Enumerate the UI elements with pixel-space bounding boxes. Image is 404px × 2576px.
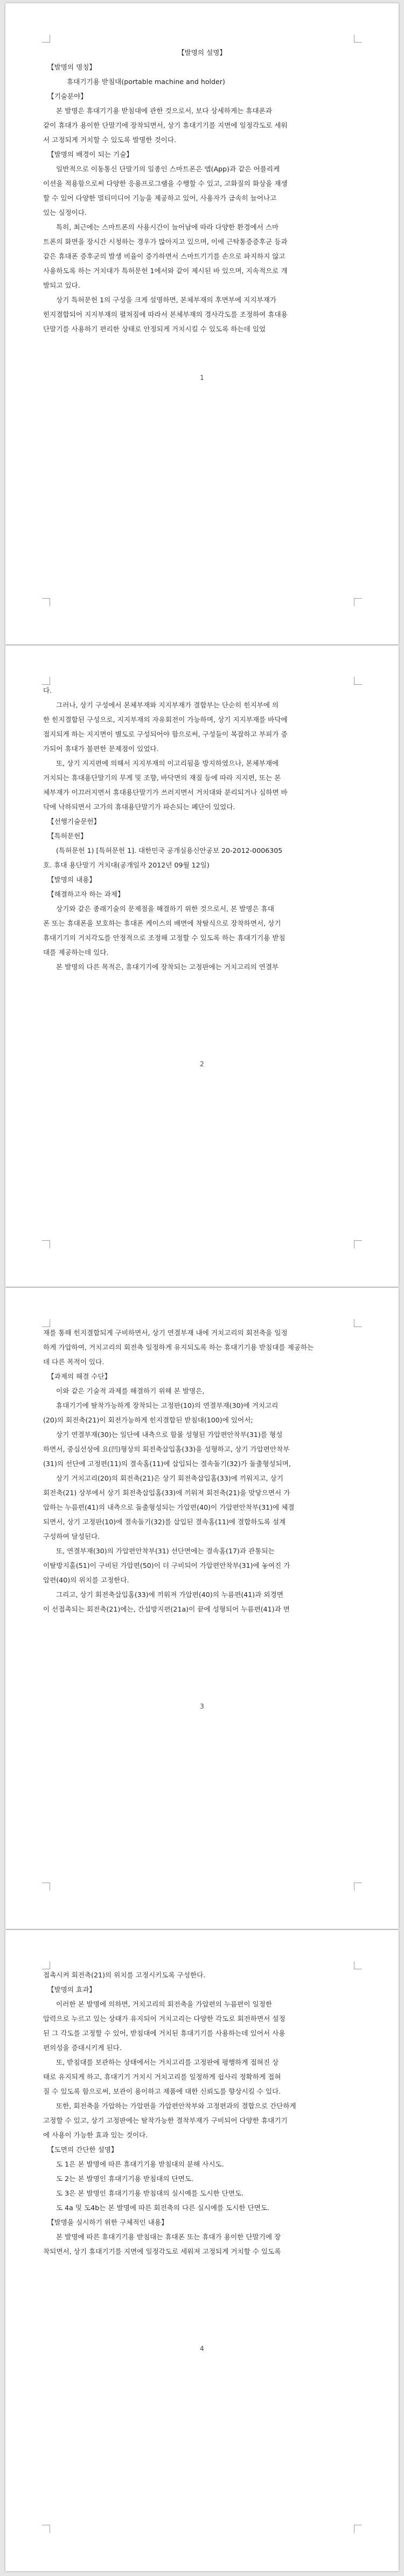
text-line: (31)의 선단에 고정편(11)의 결속홈(11)에 삽입되는 결속돌기(32)가 돌출형성되며, [43, 1460, 291, 1468]
text-line: 질 수 있도록 함으로써, 보관이 용이하고 제품에 대한 신뢰도를 향상시킬 수 있다. [43, 2087, 281, 2095]
text-line: 휴대기기에 탈착가능하게 장착되는 고정판(10)의 연결부재(30)에 거치고리 [56, 1401, 278, 1409]
section-heading: 【발명을 실시하기 위한 구체적인 내용】 [47, 2218, 168, 2226]
text-line: 착되면서, 상기 휴대기기를 지면에 일정각도로 세워져 고정되게 거치할 수 있도록 [43, 2247, 281, 2255]
page-body-text [43, 1968, 361, 2259]
page-margin-mark [42, 1883, 50, 1891]
page-margin-mark [354, 598, 362, 606]
page-margin-mark [354, 1240, 362, 1248]
text-line: 거치되는 휴대용단말기의 무게 및 조향, 바닥면의 재질 등에 따라 지지편, 또는 본 [43, 774, 281, 782]
text-line: 휴대기기용 받침대(portable machine and holder) [67, 78, 225, 86]
text-line: 고정할 수 있고, 상기 고정판에는 탈착가능한 결착부재가 구비되어 다양한 휴대기기 [43, 2116, 288, 2124]
section-heading: 【특허문헌】 [47, 832, 87, 840]
text-line: 회전축(21) 상부에서 상기 회전축삽입홈(33)에 끼워져 회전축(21)을 맞닿으면서 가 [43, 1489, 290, 1497]
text-line: 할 수 있어 다양한 멀티미디어 기능을 제공하고 있어, 사용자가 급속히 늘어나고 [43, 194, 277, 202]
text-line: 도 4a 및 도4b는 본 발명에 따른 회전축의 다른 실시예를 도시한 단면도. [56, 2204, 270, 2212]
text-line: 상기 특허문헌 1의 구성을 크게 설명하면, 본체부재의 후면부에 지지부재가 [56, 296, 277, 304]
text-line: 일반적으로 이동통신 단말기의 일종인 스마트폰은 앱(App)과 같은 어플리케 [56, 165, 280, 173]
text-line: 단말기를 사용하기 편리한 상태로 안정되게 거치시킬 수 있도록 하는데 있었 [43, 325, 266, 333]
section-heading: 【발명의 효과】 [47, 1985, 96, 1994]
text-line: 다. [43, 686, 52, 695]
text-line: 본 발명의 다른 목적은, 휴대기기에 장착되는 고정판에는 거치고리의 연결부 [56, 963, 279, 971]
text-line: 도 1은 본 발명에 따른 휴대기기용 받침대의 분해 사시도. [56, 2160, 224, 2168]
page-margin-mark [354, 2525, 362, 2533]
text-line: 트폰의 화면을 장시간 시청하는 경우가 많아지고 있으며, 이에 근탁통증증후군 등과 [43, 238, 288, 246]
page-body-text [43, 683, 361, 974]
text-line: 구성하여 달성된다. [43, 1532, 100, 1540]
text-line: 편의성을 증대시키게 된다. [43, 2044, 122, 2052]
document-page [5, 3, 399, 644]
text-line: 휴대기기의 거치각도를 안정적으로 조정해 고정할 수 있도록 하는 휴대기기용 받침 [43, 934, 285, 942]
text-line: 이탈방지홀(51)이 구비된 가압편(50)이 더 구비되어 가압편안착부(31)에 놓여진 가 [43, 1561, 290, 1570]
text-line: 되면서, 상기 고정판(10)에 결속돌기(32)를 삽입된 결속홈(11)에 결합하도록 설계 [43, 1518, 286, 1526]
text-line: 압편(40)의 위치를 고정한다. [43, 1576, 129, 1584]
section-heading: 【발명의 설명】 [177, 48, 227, 57]
text-line: 가되어 휴대가 불편한 문제점이 있었다. [43, 745, 159, 753]
text-line: 그리고, 상기 회전축삽입홈(33)에 끼워져 가압편(40)의 누름편(41)과 외경면 [56, 1591, 283, 1599]
text-line: 에 사용이 가능한 효과 있는 것이다. [43, 2131, 148, 2139]
section-heading: 【과제의 해결 수단】 [47, 1372, 112, 1380]
page-body-text [43, 45, 361, 336]
text-line: 데 다른 목적이 있다. [43, 1358, 105, 1366]
text-line: 하게 가압하여, 거치고리의 회전축 일정하게 유지되도록 하는 휴대기기용 받침대를 제공하는 [43, 1343, 314, 1351]
page-number: 2 [200, 1060, 204, 1068]
page-number: 1 [200, 374, 204, 381]
text-line: 상기 거치고리(20)의 회전축(21)은 상기 회전축삽입홈(33)에 끼워지고, 상기 [56, 1474, 283, 1482]
text-line: 폰 또는 휴대폰을 보호하는 휴대폰 케이스의 배면에 착탈식으로 장착하면서, 상기 [43, 919, 281, 927]
text-line: 대를 제공하는데 있다. [43, 948, 109, 956]
text-line: 도 2는 본 발명인 휴대기기용 받침대의 단면도. [56, 2175, 194, 2183]
section-heading: 【발명의 내용】 [47, 876, 96, 884]
text-line: 압력으로 누르고 있는 상태가 유지되어 거치고리는 다양한 각도로 회전하면서 설정 [43, 2015, 285, 2023]
section-heading: 【발명의 배경이 되는 기술】 [47, 150, 133, 158]
text-line: 호. 휴대 용단말기 거치대(공개일자 2012년 09월 12일) [43, 861, 210, 869]
text-line: 같은 휴대폰 증후군의 발생 비율이 증가하면서 스마트기기를 손으로 파지하지 않고 [43, 252, 285, 260]
text-line: 한 힌지결합된 구성으로, 지지부재의 자유회전이 가능하며, 상기 지지부재를 바닥에 [43, 716, 288, 724]
text-line: 하면서, 중심선상에 요(凹)형상의 회전축삽입홈(33)을 성형하고, 상기 가압편안착부 [43, 1445, 290, 1453]
page-number: 4 [200, 2345, 204, 2352]
text-line: 또, 상기 지지편에 의해서 지지부재의 이고리됨을 방지하였으나, 본체부재에 [56, 759, 279, 767]
text-line: 된 그 각도를 고정할 수 있어, 받침대에 거치된 휴대기기를 사용하는데 있어서 사용 [43, 2029, 285, 2037]
document-page [5, 645, 399, 1287]
section-heading: 【선행기술문헌】 [47, 817, 101, 825]
page-margin-mark [354, 34, 362, 43]
text-line: 상기와 같은 종래기술의 문제점을 해결하기 위한 것으로서, 본 발명은 휴대 [56, 905, 274, 913]
section-heading: 【기술분야】 [47, 92, 87, 100]
text-line: (20)의 회전축(21)이 회전가능하게 힌지결합된 받침대(100)에 있어서; [43, 1416, 253, 1424]
text-line: 이션을 적용함으로써 다양한 응용프로그램을 수행할 수 있고, 고화질의 화상을 재생 [43, 179, 288, 188]
text-line: 발되고 있다. [43, 281, 80, 289]
page-margin-mark [42, 34, 50, 43]
text-line: 상기 연결부재(30)는 일단에 내측으로 함몰 성형된 가압편안착부(31)를 형성 [56, 1431, 283, 1439]
text-line: 그러나, 상기 구성에서 본체부재와 지지부재가 결합부는 단순히 힌지부에 의 [56, 701, 279, 709]
text-line: 도 3은 본 발명인 휴대기기용 받침대의 실시예를 도시한 단면도. [56, 2189, 244, 2197]
text-line: 같이 휴대가 용이한 단말기에 장착되면서, 상기 휴대기기를 지면에 일정각도로 세워 [43, 121, 288, 129]
text-line: (특허문헌 1) [특허문헌 1]. 대한민국 공개실용신안공보 20-2012-0006305 [56, 846, 283, 855]
page-margin-mark [354, 1883, 362, 1891]
text-line: 이러한 본 발명에 의하면, 거치고리의 회전축을 가압편의 누름편이 일정한 [56, 2000, 272, 2008]
text-line: 특히, 최근에는 스마트폰의 사용시간이 늘어남에 따라 다양한 환경에서 스마 [56, 223, 279, 231]
text-line: 재를 통해 힌지결합되게 구비하면서, 상기 연결부재 내에 거치고리의 회전축을 일정 [43, 1329, 288, 1337]
text-line: 본 발명은 휴대기기용 받침대에 관한 것으로서, 보다 상세하게는 휴대폰과 [56, 107, 272, 115]
text-line: 닥에 낙하되면서 고가의 휴대용단말기가 파손되는 폐단이 있었다. [43, 803, 235, 811]
text-line: 또, 받침대를 보관하는 상태에서는 거치고리를 고정판에 평행하게 접혀진 상 [56, 2058, 279, 2066]
text-line: 접지되게 하는 지지면이 별도로 구성되어야 함으로써, 구성들이 복잡하고 부피가 증 [43, 730, 288, 738]
text-line: 태로 유지되게 하고, 휴대기기 거치시 거치고리를 일정하게 쉽사리 정확하게 접혀 [43, 2073, 281, 2081]
document-page [5, 1288, 399, 1929]
section-heading: 【해결하고자 하는 과제】 [47, 890, 124, 898]
document-page [5, 1930, 399, 2571]
text-line: 힌지결합되어 지지부재의 펼쳐짐에 따라서 본체부재의 경사각도를 조정하여 휴대용 [43, 310, 288, 318]
text-line: 또한, 회전축을 가압하는 가압편을 가압편안착부와 고정편과의 결합으로 간단하게 [56, 2102, 296, 2110]
text-line: 본 발명에 따른 휴대기기용 받침대는 휴대폰 또는 휴대가 용이한 단말기에 장 [56, 2233, 281, 2241]
page-margin-mark [42, 1240, 50, 1248]
text-line: 접촉시켜 회전축(21)의 위치를 고정시키도록 구성한다. [43, 1971, 206, 1979]
section-heading: 【발명의 명칭】 [47, 63, 96, 71]
page-body-text [43, 1325, 361, 1616]
page-margin-mark [42, 2525, 50, 2533]
text-line: 사용하도록 하는 거치대가 특허문헌 1에서와 같이 제시된 바 있으며, 지속적으로 개 [43, 267, 288, 275]
section-heading: 【도면의 간단한 설명】 [47, 2145, 118, 2154]
text-line: 있는 실정이다. [43, 209, 87, 217]
text-line: 이 선접촉되는 회전축(21)에는, 간섭방지편(21a)이 끝에 성형되어 누름편(41)과 면 [43, 1605, 290, 1613]
page-margin-mark [42, 598, 50, 606]
text-line: 체부재가 이끄러지면서 휴대용단말기가 쓰러지면서 거치대와 분리되거나 심하면 바 [43, 788, 288, 796]
text-line: 이와 같은 기술적 과제를 해결하기 위해 본 발명은, [56, 1387, 205, 1395]
text-line: 서 고정되게 거치할 수 있도록 발명한 것이다. [43, 136, 177, 144]
page-number: 3 [200, 1703, 204, 1710]
text-line: 또, 연결부재(30)의 가압편안착부(31) 선단면에는 결속홈(17)과 관통되는 [56, 1547, 275, 1555]
text-line: 압하는 누름편(41)의 내측으로 돌출형성되는 가압편(40)이 가압편안착부(31)에 체결 [43, 1503, 295, 1511]
